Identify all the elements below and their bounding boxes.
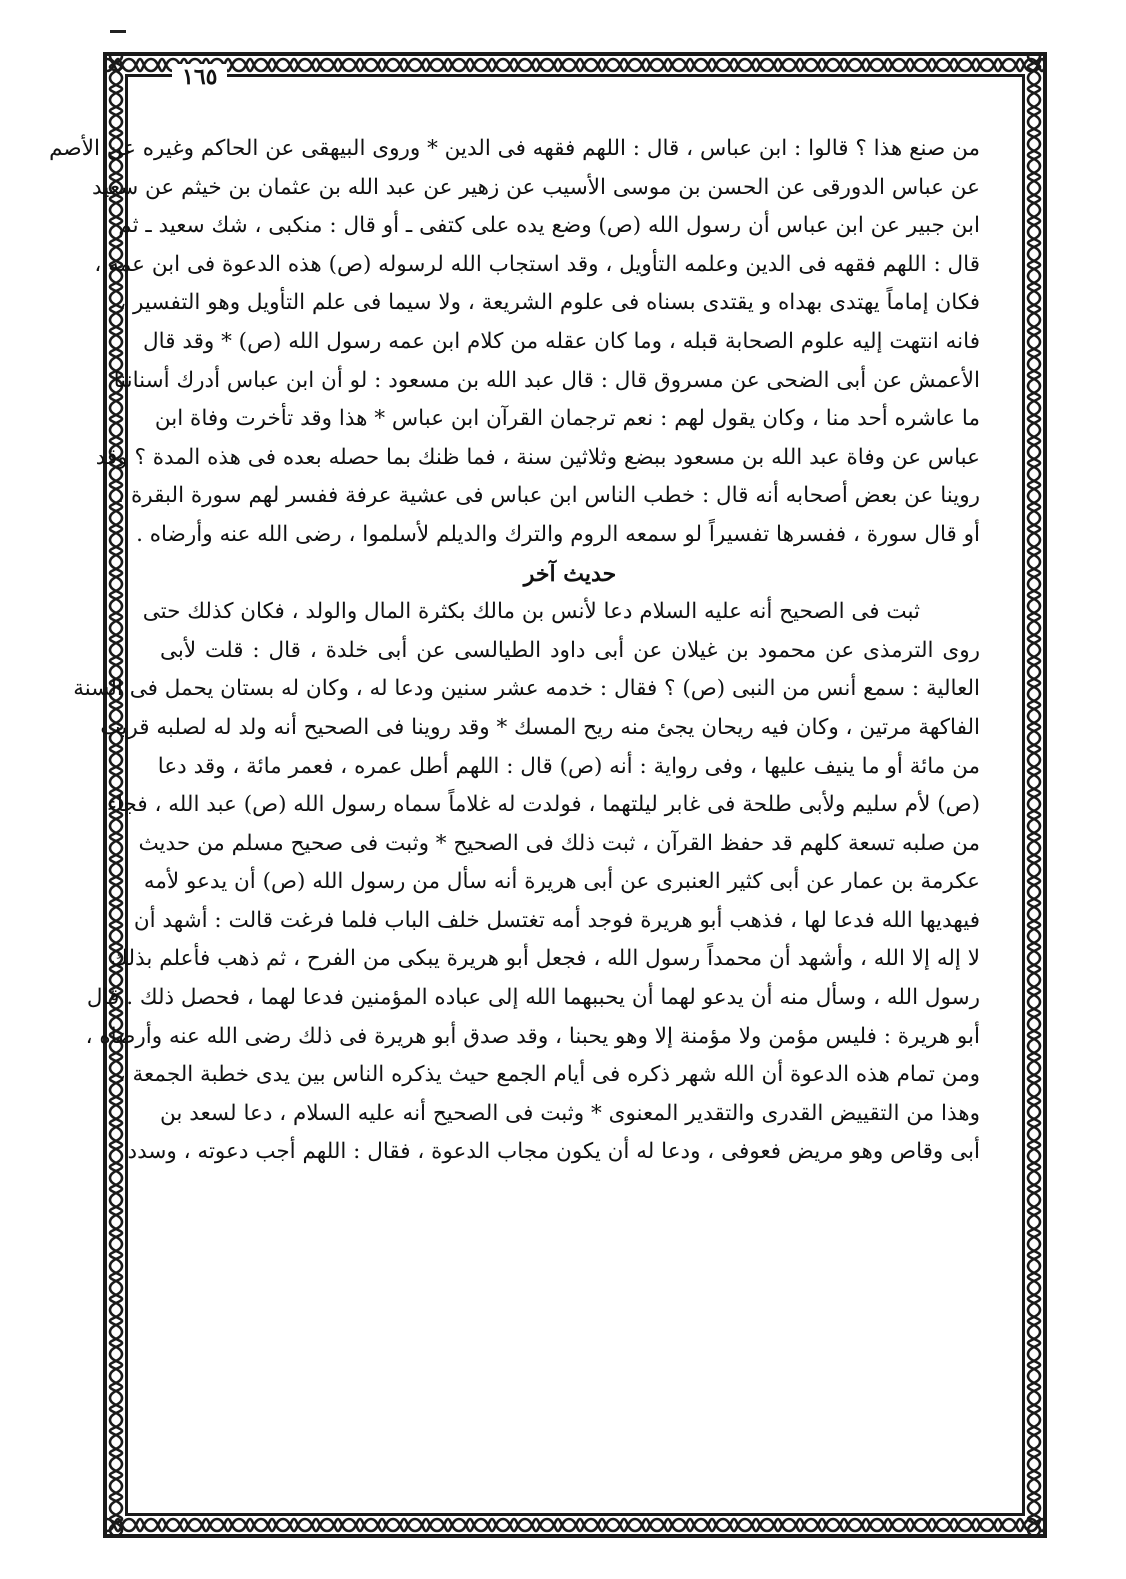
text-line: لا إله إلا الله ، وأشهد أن محمداً رسول الله ، فجعل أبو هريرة يبكى من الفرح ، ثم ذهب فأعلم بذلك bbox=[110, 946, 980, 972]
section-heading: حديث آخر bbox=[523, 560, 617, 587]
text-line: أبو هريرة : فليس مؤمن ولا مؤمنة إلا وهو يحبنا ، وقد صدق أبو هريرة فى ذلك رضى الله عنه وأرضاه ، bbox=[85, 1023, 980, 1049]
text-line: رسول الله ، وسأل منه أن يدعو لهما أن يحببهما الله إلى عباده المؤمنين فدعا لهما ، فحصل ذلك . قال bbox=[86, 985, 980, 1011]
text-line: روينا عن بعض أصحابه أنه قال : خطب الناس ابن عباس فى عشية عرفة ففسر لهم سورة البقرة ، bbox=[117, 483, 980, 509]
text-line: قال : اللهم فقهه فى الدين وعلمه التأويل ، وقد استجاب الله لرسوله (ص) هذه الدعوة فى ابن عمه ، bbox=[94, 251, 980, 277]
text-line: عن عباس الدورقى عن الحسن بن موسى الأسيب عن زهير عن عبد الله بن عثمان بن خيثم عن سعيد bbox=[92, 174, 980, 200]
border-band-right bbox=[1025, 56, 1043, 1534]
text-line: ابن جبير عن ابن عباس أن رسول الله (ص) وضع يده على كتفى ـ أو قال : منكبى ، شك سعيد ـ ثم bbox=[118, 213, 980, 239]
text-line: فانه انتهت إليه علوم الصحابة قبله ، وما كان عقله من كلام ابن عمه رسول الله (ص) * وقد قال bbox=[143, 328, 980, 354]
text-line: فكان إماماً يهتدى بهداه و يقتدى بسناه فى علوم الشريعة ، ولا سيما فى علم التأويل وهو التفسير ، bbox=[119, 290, 980, 316]
page-text bbox=[49, 130, 980, 1510]
text-line: ومن تمام هذه الدعوة أن الله شهر ذكره فى أيام الجمع حيث يذكره الناس بين يدى خطبة الجمعة ، bbox=[118, 1062, 980, 1088]
text-line: من صلبه تسعة كلهم قد حفظ القرآن ، ثبت ذلك فى الصحيح * وثبت فى صحيح مسلم من حديث bbox=[138, 830, 980, 856]
text-line: فيهديها الله فدعا لها ، فذهب أبو هريرة فوجد أمه تغتسل خلف الباب فلما فرغت قالت : أشهد أن bbox=[133, 907, 980, 933]
text-line: ثبت فى الصحيح أنه عليه السلام دعا لأنس بن مالك بكثرة المال والولد ، فكان كذلك حتى bbox=[142, 599, 920, 625]
text-line: أبى وقاص وهو مريض فعوفى ، ودعا له أن يكون مجاب الدعوة ، فقال : اللهم أجب دعوته ، وسدد bbox=[127, 1139, 980, 1165]
text-line: روى الترمذى عن محمود بن غيلان عن أبى داود الطيالسى عن أبى خلدة ، قال : قلت لأبى bbox=[160, 637, 980, 663]
text-line: عباس عن وفاة عبد الله بن مسعود ببضع وثلاثين سنة ، فما ظنك بما حصله بعده فى هذه المدة ؟ وقد bbox=[95, 444, 980, 470]
text-line: الأعمش عن أبى الضحى عن مسروق قال : قال عبد الله بن مسعود : لو أن ابن عباس أدرك أسناننا bbox=[113, 367, 980, 393]
text-line: من مائة أو ما ينيف عليها ، وفى رواية : أنه (ص) قال : اللهم أطل عمره ، فعمر مائة ، وقد دعا bbox=[157, 753, 980, 779]
text-line: الفاكهة مرتين ، وكان فيه ريحان يجئ منه ريح المسك * وقد روينا فى الصحيح أنه ولد له لصلبه قريب bbox=[100, 714, 980, 740]
text-line: عكرمة بن عمار عن أبى كثير العنبرى عن أبى هريرة أنه سأل من رسول الله (ص) أن يدعو لأمه bbox=[143, 869, 980, 895]
text-line: (ص) لأم سليم ولأبى طلحة فى غابر ليلتهما ، فولدت له غلاماً سماه رسول الله (ص) عبد الله ، فجاء bbox=[106, 792, 980, 818]
text-line: ما عاشره أحد منا ، وكان يقول لهم : نعم ترجمان القرآن ابن عباس * هذا وقد تأخرت وفاة ابن bbox=[154, 406, 980, 432]
text-line: وهذا من التقييض القدرى والتقدير المعنوى * وثبت فى الصحيح أنه عليه السلام ، دعا لسعد بن bbox=[160, 1100, 980, 1126]
top-corner-mark bbox=[110, 30, 126, 33]
border-band-top bbox=[107, 56, 1043, 74]
text-line: أو قال سورة ، ففسرها تفسيراً لو سمعه الروم والترك والديلم لأسلموا ، رضى الله عنه وأرضاه . bbox=[136, 521, 980, 547]
page-number: ١٦٥ bbox=[172, 64, 227, 90]
text-line: من صنع هذا ؟ قالوا : ابن عباس ، قال : اللهم فقهه فى الدين * وروى البيهقى عن الحاكم وغيره عن الأصم bbox=[49, 136, 980, 161]
text-line: العالية : سمع أنس من النبى (ص) ؟ فقال : خدمه عشر سنين ودعا له ، وكان له بستان يحمل فى السنة bbox=[73, 676, 980, 702]
border-band-bottom bbox=[107, 1516, 1043, 1534]
